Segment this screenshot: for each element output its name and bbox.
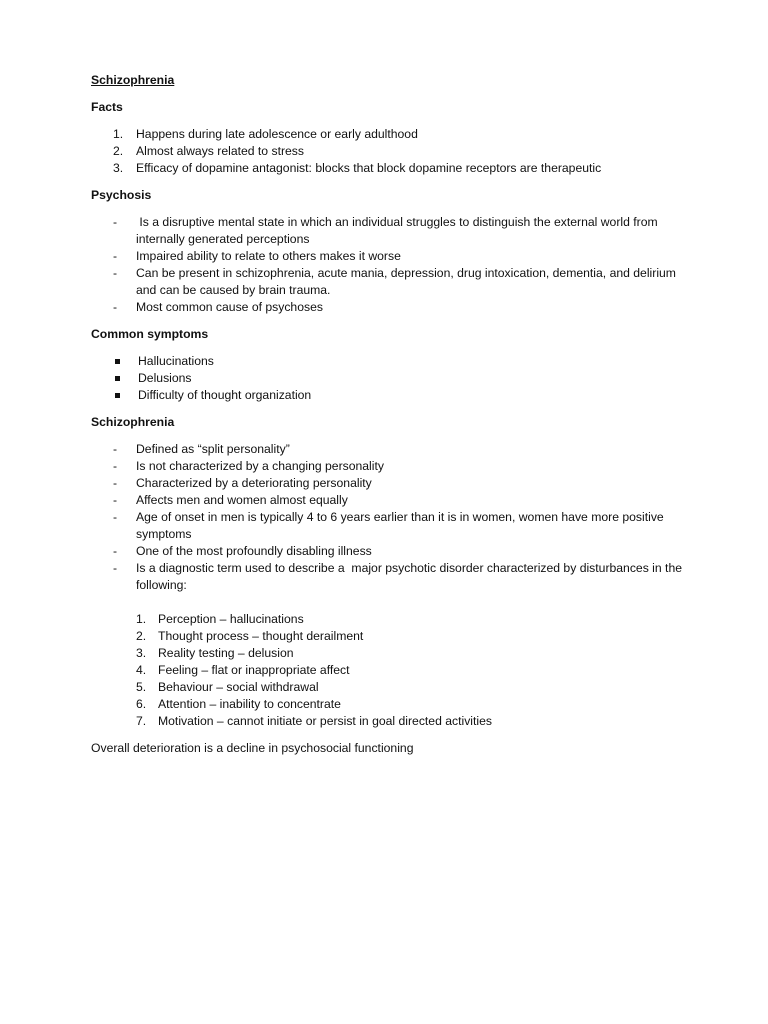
disturbances-list <box>91 611 691 730</box>
list-item-text: Thought process – thought derailment <box>158 629 364 643</box>
list-item-text: Is not characterized by a changing personality <box>136 459 384 473</box>
list-item <box>91 441 691 458</box>
list-marker: - <box>113 561 118 575</box>
list-item <box>91 645 691 662</box>
list-item <box>91 126 691 143</box>
list-item <box>91 475 691 492</box>
list-marker: 3. <box>136 646 147 660</box>
list-item-text: Affects men and women almost equally <box>136 493 348 507</box>
symptoms-list <box>91 353 691 404</box>
list-marker: 2. <box>136 629 147 643</box>
square-bullet-icon <box>115 370 138 387</box>
square-bullet-icon <box>115 353 138 370</box>
common-symptoms-heading: Common symptoms <box>91 327 209 341</box>
list-item <box>91 248 691 265</box>
list-item <box>91 214 691 248</box>
list-item-text: Behaviour – social withdrawal <box>158 680 319 694</box>
list-item-text: Perception – hallucinations <box>158 612 304 626</box>
list-marker: - <box>113 215 118 229</box>
list-item-text: Reality testing – delusion <box>158 646 294 660</box>
list-item-text: Defined as “split personality” <box>136 442 290 456</box>
list-marker: 4. <box>136 663 147 677</box>
list-item-text: Most common cause of psychoses <box>136 300 323 314</box>
facts-list <box>91 126 691 177</box>
list-item <box>91 628 691 645</box>
list-item-text: Delusions <box>138 371 192 385</box>
list-item <box>91 265 691 299</box>
list-marker: 2. <box>113 144 124 158</box>
list-marker: - <box>113 476 118 490</box>
list-marker: 5. <box>136 680 147 694</box>
list-item <box>91 560 691 594</box>
document-title: Schizophrenia <box>91 73 175 87</box>
list-item <box>91 143 691 160</box>
list-item-text: Can be present in schizophrenia, acute mania, depression, drug intoxication, dementia, and delirium and can be caused by brain trauma. <box>136 266 676 297</box>
list-marker: 3. <box>113 161 124 175</box>
list-item <box>91 492 691 509</box>
psychosis-heading: Psychosis <box>91 188 152 202</box>
closing-paragraph: Overall deterioration is a decline in psychosocial functioning <box>91 741 414 755</box>
list-marker: - <box>113 266 118 280</box>
schizophrenia-heading: Schizophrenia <box>91 415 175 429</box>
list-item <box>91 543 691 560</box>
list-item <box>91 299 691 316</box>
list-item-text: Is a diagnostic term used to describe a major psychotic disorder characterized by disturbances in the following: <box>136 561 686 592</box>
list-marker: - <box>113 442 118 456</box>
list-item-text: Happens during late adolescence or early adulthood <box>136 127 418 141</box>
list-item <box>91 353 691 370</box>
list-marker: 7. <box>136 714 147 728</box>
list-item-text: Age of onset in men is typically 4 to 6 years earlier than it is in women, women have more positive symptoms <box>136 510 664 541</box>
list-item <box>91 387 691 404</box>
list-item-text: Almost always related to stress <box>136 144 304 158</box>
list-item-text: Efficacy of dopamine antagonist: blocks that block dopamine receptors are therapeutic <box>136 161 602 175</box>
list-item-text: Feeling – flat or inappropriate affect <box>158 663 350 677</box>
list-item-text: One of the most profoundly disabling illness <box>136 544 372 558</box>
list-item <box>91 696 691 713</box>
schizophrenia-list <box>91 441 691 594</box>
document-page <box>91 72 691 757</box>
list-item <box>91 458 691 475</box>
list-item <box>91 160 691 177</box>
list-marker: - <box>113 459 118 473</box>
list-item <box>91 713 691 730</box>
list-marker: - <box>113 544 118 558</box>
list-item-text: Is a disruptive mental state in which an individual struggles to distinguish the external world from internally generated perceptions <box>136 215 662 246</box>
psychosis-list <box>91 214 691 316</box>
list-item-text: Difficulty of thought organization <box>138 388 312 402</box>
list-marker: - <box>113 493 118 507</box>
list-marker: - <box>113 300 118 314</box>
list-marker: - <box>113 249 118 263</box>
list-item <box>91 679 691 696</box>
list-item <box>91 662 691 679</box>
list-item-text: Impaired ability to relate to others makes it worse <box>136 249 401 263</box>
list-item <box>91 611 691 628</box>
list-item <box>91 509 691 543</box>
list-marker: 1. <box>136 612 147 626</box>
list-item-text: Characterized by a deteriorating personality <box>136 476 372 490</box>
list-marker: - <box>113 510 118 524</box>
list-item-text: Hallucinations <box>138 354 214 368</box>
list-item-text: Motivation – cannot initiate or persist in goal directed activities <box>158 714 492 728</box>
list-item-text: Attention – inability to concentrate <box>158 697 341 711</box>
list-item <box>91 370 691 387</box>
square-bullet-icon <box>115 387 138 404</box>
list-marker: 1. <box>113 127 124 141</box>
facts-heading: Facts <box>91 100 123 114</box>
list-marker: 6. <box>136 697 147 711</box>
